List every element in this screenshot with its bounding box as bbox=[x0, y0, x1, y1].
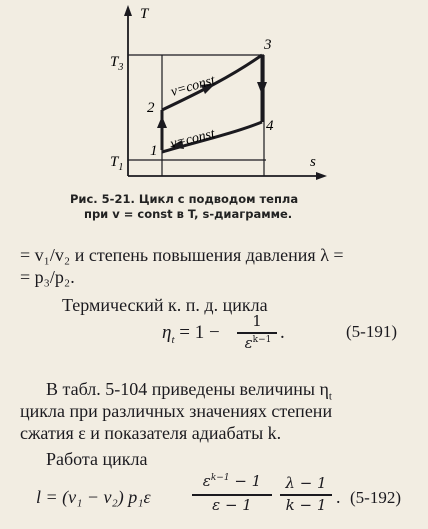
eq191-num: 1 bbox=[252, 312, 262, 330]
figure-caption bbox=[70, 192, 370, 222]
para1-line2: = p₃/p₂. bbox=[20, 267, 75, 287]
point-1-label: 1 bbox=[150, 143, 158, 159]
eq191-lhs: $\eta_t = 1$ − bbox=[162, 322, 220, 346]
eq192-den1: ε − 1 bbox=[212, 496, 252, 514]
t3-label: $T_3$ bbox=[110, 54, 124, 73]
para2-line3: сжатия ε и показателя адиабаты k. bbox=[20, 423, 282, 443]
work-intro: Работа цикла bbox=[46, 449, 148, 469]
s-axis-arrow bbox=[316, 172, 327, 180]
efficiency-intro: Термический к. п. д. цикла bbox=[62, 295, 268, 315]
s-axis-label: s bbox=[310, 154, 316, 170]
t1-label: $T_1$ bbox=[110, 154, 124, 173]
point-2-label: 2 bbox=[147, 100, 155, 116]
eq192-number: (5-192) bbox=[350, 488, 401, 507]
arrow-3-4 bbox=[257, 82, 267, 95]
eq192-den2: k − 1 bbox=[285, 496, 327, 514]
eq192-num2: λ − 1 bbox=[285, 474, 327, 492]
para2-line1: В табл. 5-104 приведены величины $\eta_t$ bbox=[46, 379, 332, 403]
eq191-tail: . bbox=[280, 322, 285, 343]
ts-diagram bbox=[0, 0, 428, 190]
caption-line-1: Рис. 5-21. Цикл с подводом тепла bbox=[70, 192, 299, 206]
upper-curve-label: v=const bbox=[169, 73, 217, 100]
eq191-den: $\varepsilon^{k-1}$ bbox=[244, 334, 272, 352]
t-axis-arrow bbox=[124, 5, 132, 16]
caption-line-2: при v = const в T, s-диаграмме. bbox=[84, 207, 293, 221]
eq192-lhs: l = (v₁ − v₂) p₁ε bbox=[36, 487, 151, 507]
para2-line2: цикла при различных значениях степени bbox=[20, 401, 333, 421]
point-3-label: 3 bbox=[264, 37, 272, 53]
para1-line1: = v₁/v₂ и степень повышения давления λ = bbox=[20, 245, 344, 265]
arrow-1-2 bbox=[157, 116, 167, 128]
t-axis-label: T bbox=[140, 6, 149, 22]
eq192-tail: . bbox=[336, 487, 341, 507]
eq191-number: (5-191) bbox=[346, 322, 397, 341]
lower-curve-label: v=const bbox=[168, 126, 217, 153]
eq192-num1: $\varepsilon^{k-1} - 1$ bbox=[202, 472, 262, 490]
point-4-label: 4 bbox=[266, 118, 274, 134]
